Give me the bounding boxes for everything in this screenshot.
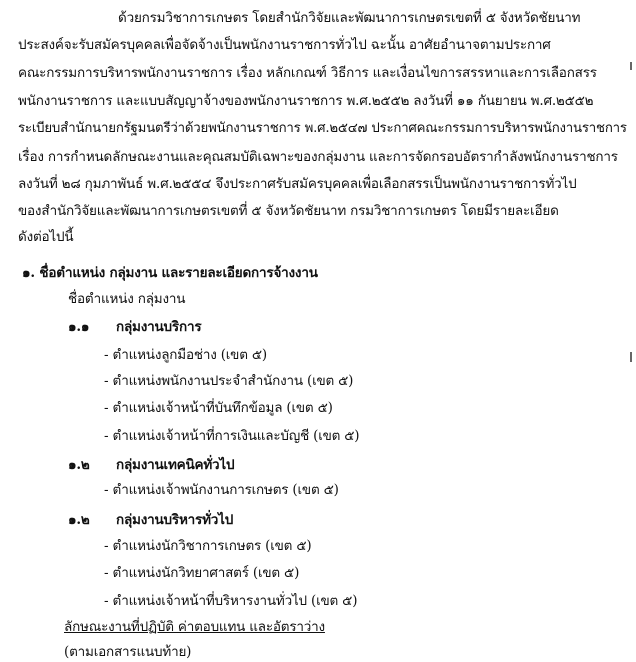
group-1-item-2: - ตำแหน่งพนักงานประจำสำนักงาน (เขต ๕) xyxy=(104,373,354,389)
intro-line-4: พนักงานราชการ และแบบสัญญาจ้างของพนักงานราชการ พ.ศ.๒๕๕๒ ลงวันที่ ๑๑ กันยายน พ.ศ.๒๕๕๒ xyxy=(18,93,594,109)
attachment-note: (ตามเอกสารแนบท้าย) xyxy=(64,644,192,660)
group-3-item-1: - ตำแหน่งนักวิชาการเกษตร (เขต ๕) xyxy=(104,538,312,554)
group-1-item-4: - ตำแหน่งเจ้าหน้าที่การเงินและบัญชี (เขต ๕) xyxy=(104,428,360,444)
group-3-item-2: - ตำแหน่งนักวิทยาศาสตร์ (เขต ๕) xyxy=(104,565,300,581)
group-3-number: ๑.๒ xyxy=(68,512,90,528)
group-1-item-3: - ตำแหน่งเจ้าหน้าที่บันทึกข้อมูล (เขต ๕) xyxy=(104,400,333,416)
group-2-number: ๑.๒ xyxy=(68,457,90,473)
intro-line-8: ของสำนักวิจัยและพัฒนาการเกษตรเขตที่ ๕ จังหวัดชัยนาท กรมวิชาการเกษตร โดยมีรายละเอียด xyxy=(18,203,559,219)
intro-line-3: คณะกรรมการบริหารพนักงานราชการ เรื่อง หลักเกณฑ์ วิธีการ และเงื่อนไขการสรรหาและการเลือกสรร xyxy=(18,65,597,81)
group-1-number: ๑.๑ xyxy=(68,319,90,335)
group-3-title: กลุ่มงานบริหารทั่วไป xyxy=(116,512,234,528)
intro-line-5: ระเบียบสำนักนายกรัฐมนตรีว่าด้วยพนักงานราชการ พ.ศ.๒๕๔๗ ประกาศคณะกรรมการบริหารพนักงานราชการ xyxy=(18,121,627,136)
intro-line-9: ดังต่อไปนี้ xyxy=(18,229,74,245)
scan-mark xyxy=(630,352,632,362)
group-1-item-1: - ตำแหน่งลูกมือช่าง (เขต ๕) xyxy=(104,347,267,363)
group-1-title: กลุ่มงานบริการ xyxy=(116,319,202,335)
scan-mark xyxy=(630,62,632,70)
intro-line-6: เรื่อง การกำหนดลักษณะงานและคุณสมบัติเฉพาะของกลุ่มงาน และการจัดกรอบอัตรากำลังพนักงานราชการ xyxy=(18,149,618,165)
group-2-title: กลุ่มงานเทคนิคทั่วไป xyxy=(116,457,235,473)
group-2-item-1: - ตำแหน่งเจ้าพนักงานการเกษตร (เขต ๕) xyxy=(104,482,339,498)
job-details-link-text: ลักษณะงานที่ปฏิบัติ ค่าตอบแทน และอัตราว่าง xyxy=(64,619,325,635)
intro-line-2: ประสงค์จะรับสมัครบุคคลเพื่อจัดจ้างเป็นพนักงานราชการทั่วไป ฉะนั้น อาศัยอำนาจตามประกาศ xyxy=(18,37,551,53)
intro-line-7: ลงวันที่ ๒๘ กุมภาพันธ์ พ.ศ.๒๕๕๔ จึงประกาศรับสมัครบุคคลเพื่อเลือกสรรเป็นพนักงานราชการทั่วไป xyxy=(18,176,577,192)
section-1-subheading: ชื่อตำแหน่ง กลุ่มงาน xyxy=(68,291,186,307)
section-1-heading: ๑. ชื่อตำแหน่ง กลุ่มงาน และรายละเอียดการจ้างงาน xyxy=(22,265,318,281)
group-3-item-3: - ตำแหน่งเจ้าหน้าที่บริหารงานทั่วไป (เขต ๕) xyxy=(104,593,358,609)
intro-line-1: ด้วยกรมวิชาการเกษตร โดยสำนักวิจัยและพัฒนาการเกษตรเขตที่ ๕ จังหวัดชัยนาท xyxy=(118,10,581,26)
